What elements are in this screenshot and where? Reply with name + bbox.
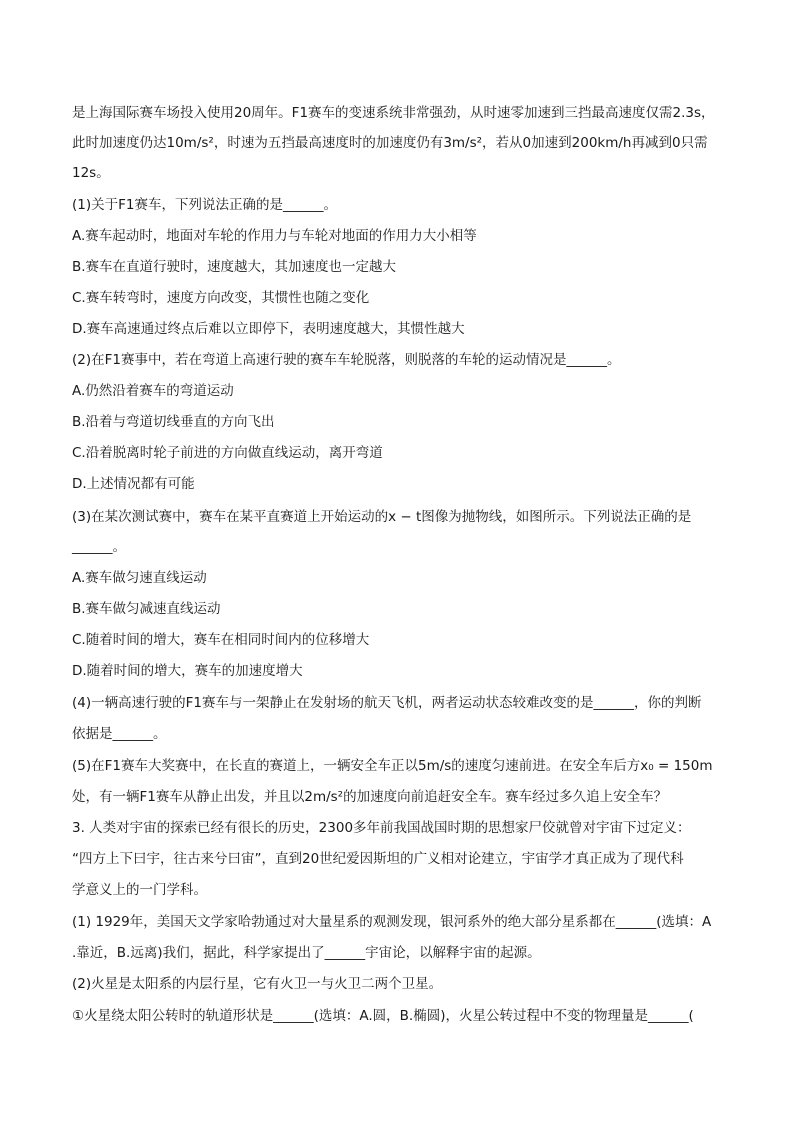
text-line: 是上海国际赛车场投入使用20周年。F1赛车的变速系统非常强劲，从时速零加速到三挡最高速度仅需2.3s， [72,105,715,121]
option-a: A.仍然沿着赛车的弯道运动 [72,383,234,399]
question-4-stem: (4)一辆高速行驶的F1赛车与一架静止在发射场的航天飞机，两者运动状态较难改变的是______，你的判断 [72,695,702,711]
option-a: A.赛车起动时，地面对车轮的作用力与车轮对地面的作用力大小相等 [72,228,477,244]
option-c: C.随着时间的增大，赛车在相同时间内的位移增大 [72,632,370,648]
text-line: 处，有一辆F1赛车从静止出发，并且以2m/s²的加速度向前追赶安全车。赛车经过多久追上安全车？ [72,789,668,805]
text-line: .靠近，B.远离)我们，据此，科学家提出了______宇宙论，以解释宇宙的起源。 [72,945,541,961]
option-c: C.沿着脱离时轮子前进的方向做直线运动，离开弯道 [72,445,383,461]
question-5-stem: (5)在F1赛车大奖赛中，在长直的赛道上，一辆安全车正以5m/s的速度匀速前进。在安全车后方x₀ = 150m [72,758,713,774]
text-line: “四方上下曰宇，往古来兮曰宙”，直到20世纪爱因斯坦的广义相对论建立，宇宙学才真正成为了现代科 [72,851,684,867]
text-line: 依据是______。 [72,726,167,742]
option-b: B.沿着与弯道切线垂直的方向飞出 [72,414,275,430]
option-d: D.上述情况都有可能 [72,476,195,492]
problem-3-stem: 3. 人类对宇宙的探索已经有很长的历史，2300多年前我国战国时期的思想家尸佼就曾对宇宙下过定义： [72,820,691,836]
question-2-stem: (2)火星是太阳系的内层行星，它有火卫一与火卫二两个卫星。 [72,976,443,992]
question-2-stem: (2)在F1赛事中，若在弯道上高速行驶的赛车车轮脱落，则脱落的车轮的运动情况是______。 [72,352,621,368]
text-line: ______。 [72,539,126,555]
question-1-stem: (1)关于F1赛车，下列说法正确的是______。 [72,197,337,213]
option-a: A.赛车做匀速直线运动 [72,570,207,586]
option-b: B.赛车在直道行驶时，速度越大，其加速度也一定越大 [72,259,397,275]
question-3-stem: (3)在某次测试赛中，赛车在某平直赛道上开始运动的x − t图像为抛物线，如图所示。下列说法正确的是 [72,509,692,525]
text-line: 学意义上的一门学科。 [72,882,207,898]
text-line: 此时加速度仍达10m/s²，时速为五挡最高速度时的加速度仍有3m/s²，若从0加速到200km/h再减到0只需 [72,135,708,151]
option-b: B.赛车做匀减速直线运动 [72,601,221,617]
sub-question-1: ①火星绕太阳公转时的轨道形状是______(选填：A.圆，B.椭圆)，火星公转过程中不变的物理量是______( [72,1008,694,1024]
option-d: D.赛车高速通过终点后难以立即停下，表明速度越大，其惯性越大 [72,321,465,337]
option-c: C.赛车转弯时，速度方向改变，其惯性也随之变化 [72,290,370,306]
question-1-stem: (1) 1929年，美国天文学家哈勃通过对大量星系的观测发现，银河系外的绝大部分星系都在______(选填：A [72,914,712,930]
text-line: 12s。 [72,165,110,181]
option-d: D.随着时间的增大，赛车的加速度增大 [72,663,303,679]
